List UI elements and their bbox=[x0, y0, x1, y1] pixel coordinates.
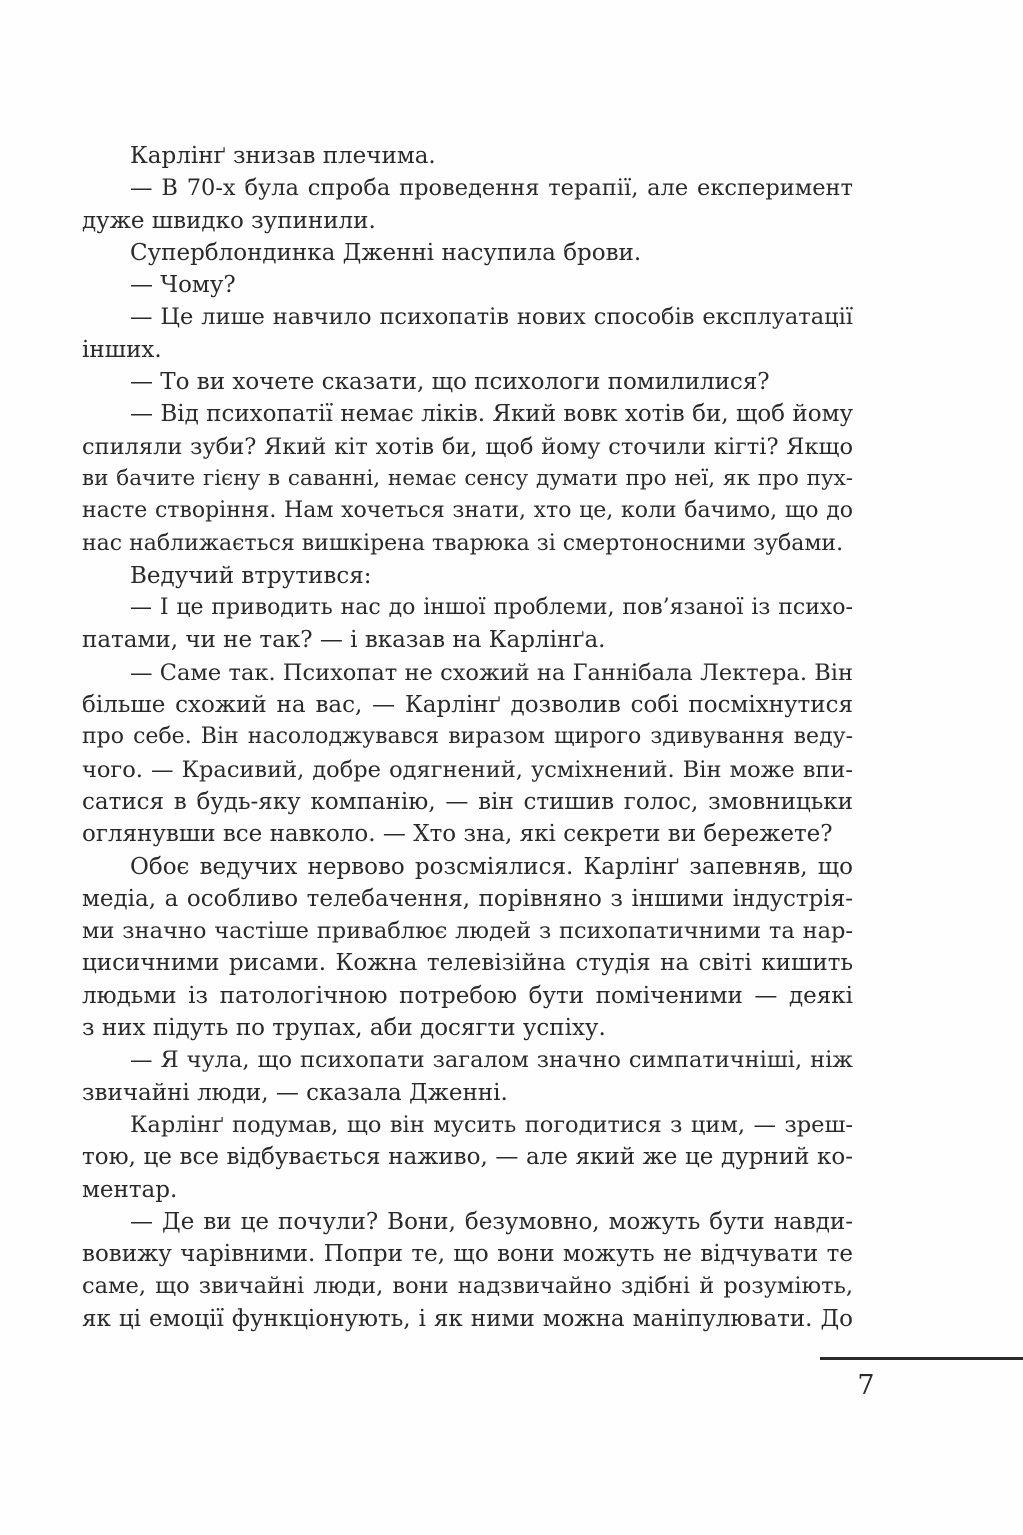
text-line: нас наближається вишкірена тварюка зі смертоносними зубами. bbox=[82, 530, 844, 556]
text-line: — Саме так. Психопат не схожий на Ганнібала Лектера. Він bbox=[130, 659, 853, 686]
text-line: цисичними рисами. Кожна телевізійна студія на світі кишить bbox=[82, 950, 853, 977]
book-page-text bbox=[82, 140, 853, 1335]
text-line: оглянувши все навколо. — Хто зна, які секрети ви бережете? bbox=[82, 821, 833, 848]
text-line: — І це приводить нас до іншої проблеми, пов’язаної із психо- bbox=[130, 595, 853, 621]
text-line: дуже швидко зупинили. bbox=[82, 207, 376, 234]
text-line: насте створіння. Нам хочеться знати, хто це, коли бачимо, що до bbox=[82, 498, 853, 524]
text-line: тою, це все відбувається наживо, — але який же це дурний ко- bbox=[82, 1144, 853, 1171]
text-line: медіа, а особливо телебачення, порівняно з іншими індустрія- bbox=[82, 885, 853, 912]
text-line: — Де ви це почули? Вони, безумовно, можуть бути навди- bbox=[130, 1208, 853, 1235]
page-number: 7 bbox=[857, 1370, 875, 1401]
text-line: людьми із патологічною потребою бути поміченими — деякі bbox=[82, 982, 853, 1009]
text-line: — Я чула, що психопати загалом значно симпатичніші, ніж bbox=[130, 1047, 853, 1074]
text-line: чого. — Красивий, добре одягнений, усміхнений. Він може впи- bbox=[82, 756, 853, 783]
text-line: ми значно частіше приваблює людей з психопатичними та нар- bbox=[82, 918, 853, 945]
text-line: — Це лише навчило психопатів нових способів експлуатації bbox=[130, 304, 853, 331]
text-line: — То ви хочете сказати, що психологи помилилися? bbox=[130, 369, 770, 396]
text-line: — В 70-х була спроба проведення терапії, але експеримент bbox=[130, 175, 853, 202]
text-line: Ведучий втрутився: bbox=[130, 562, 372, 589]
text-line: інших. bbox=[82, 336, 162, 363]
text-line: ви бачите гієну в саванні, немає сенсу думати про неї, як про пух- bbox=[82, 465, 853, 491]
text-line: вовижу чарівними. Попри те, що вони можуть не відчувати те bbox=[82, 1241, 853, 1268]
text-line: спиляли зуби? Який кіт хотів би, щоб йому сточили кігті? Якщо bbox=[82, 433, 853, 460]
text-line: — Чому? bbox=[130, 272, 236, 299]
text-line: патами, чи не так? — і вказав на Карлінґа. bbox=[82, 627, 606, 654]
text-line: як ці емоції функціонують, і як ними можна маніпулювати. До bbox=[82, 1305, 853, 1332]
text-line: Обоє ведучих нервово розсміялися. Карлінґ запевняв, що bbox=[130, 853, 853, 880]
text-line: Суперблондинка Дженні насупила брови. bbox=[130, 239, 642, 266]
text-line: — Від психопатії немає ліків. Який вовк хотів би, щоб йому bbox=[130, 401, 853, 428]
text-line: більше схожий на вас, — Карлінґ дозволив собі посміхнутися bbox=[82, 692, 853, 719]
text-line: з них підуть по трупах, аби досягти успіху. bbox=[82, 1015, 606, 1042]
text-line: ментар. bbox=[82, 1176, 178, 1203]
footer-rule bbox=[820, 1357, 1023, 1360]
text-line: сатися в будь-яку компанію, — він стишив голос, змовницьки bbox=[82, 788, 853, 815]
text-line: саме, що звичайні люди, вони надзвичайно здібні й розуміють, bbox=[82, 1273, 853, 1300]
text-line: Карлінґ подумав, що він мусить погодитися з цим, — зреш- bbox=[130, 1111, 853, 1138]
text-line: звичайні люди, — сказала Дженні. bbox=[82, 1079, 508, 1106]
text-line: про себе. Він насолоджувався виразом щирого здивування веду- bbox=[82, 724, 853, 750]
text-line: Карлінґ знизав плечима. bbox=[130, 143, 436, 169]
